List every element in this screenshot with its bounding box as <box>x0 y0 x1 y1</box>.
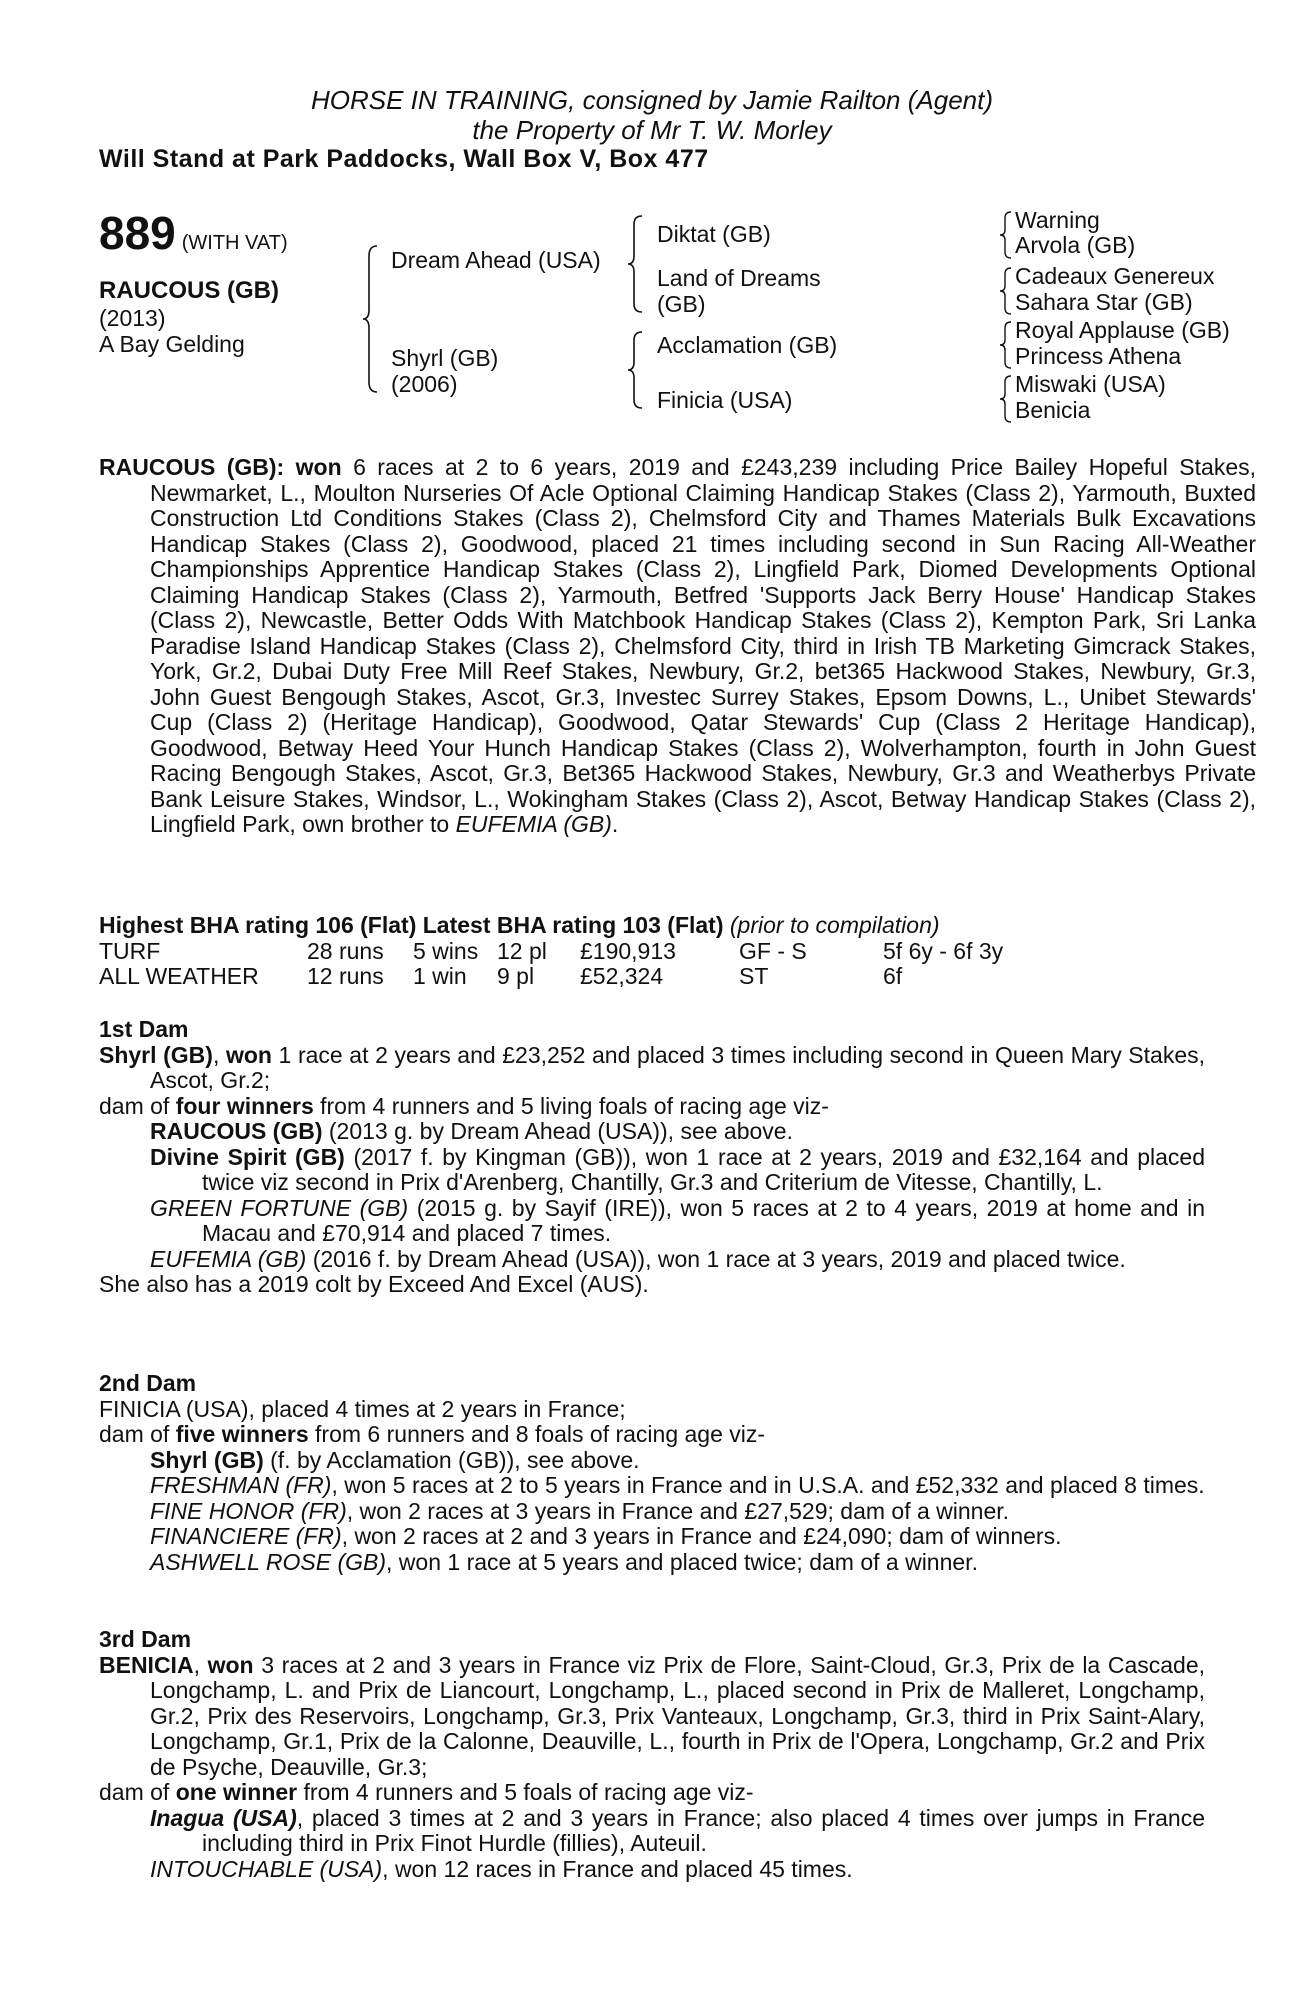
horse-year: (2013) <box>99 305 166 331</box>
ratings-note: (prior to compilation) <box>729 912 940 938</box>
consignor-line: HORSE IN TRAINING, consigned by Jamie Railton (Agent) <box>310 85 994 115</box>
pedigree-gen3-ssd: Arvola (GB) <box>1015 232 1136 258</box>
ratings-heading: Highest BHA rating 106 (Flat) Latest BHA rating 103 (Flat) (prior to compilation) <box>99 912 940 938</box>
pedigree-dam-sire: Acclamation (GB) <box>657 332 838 358</box>
vat-label: (WITH VAT) <box>181 232 288 254</box>
lot-block <box>99 207 288 357</box>
race-record-sibling: EUFEMIA (GB) <box>455 811 612 837</box>
pedigree-brace-gen3-2 <box>999 266 1013 316</box>
race-record-text: 6 races at 2 to 6 years, 2019 and £243,239 including Price Bailey Hopeful Stakes, Newmarket, L., Moulton Nurseries Of Acle Optional Claiming Handicap Stakes (Class 2), Yarmouth, Buxted Construction Ltd Conditions Stakes (Class 2), Chelmsford City and Thames Materials Bulk Excavations Handicap Stakes (Class 2), Goodwood, placed 21 times including second in Sun Racing All-Weather Championships Apprentice Handicap Stakes (Class 2), Lingfield Park, Diomed Developments Optional Claiming Handicap Stakes (Class 2), Yarmouth, Betfred 'Supports Jack Berry House' Handicap Stakes (Class 2), Newcastle, Better Odds With Matchbook Handicap Stakes (Class 2), Kempton Park, Sri Lanka Paradise Island Handicap Stakes (Class 2), Chelmsford City, third in Irish TB Marketing Gimcrack Stakes, York, Gr.2, Dubai Duty Free Mill Reef Stakes, Newbury, Gr.2, bet365 Hackwood Stakes, Newbury, Gr.3, John Guest Bengough Stakes, Ascot, Gr.3, Investec Surrey Stakes, Epsom Downs, L., Unibet Stewards' Cup (Class 2) (Heritage Handicap), Goodwood, Qatar Stewards' Cup (Class 2 Heritage Handicap), Goodwood, Betway Heed Your Hunch Handicap Stakes (Class 2), Wolverhampton, fourth in John Guest Racing Bengough Stakes, Ascot, Gr.3, Bet365 Hackwood Stakes, Newbury, Gr.3 and Weatherbys Private Bank Leisure Stakes, Windsor, L., Wokingham Stakes (Class 2), Ascot, Betway Handicap Stakes (Class 2), Lingfield Park, own brother to <box>150 454 1256 837</box>
second-dam-section <box>99 1371 1205 1575</box>
list-item: Shyrl (GB) (f. by Acclamation (GB)), see above. <box>150 1446 640 1473</box>
pedigree-gen3-dss: Royal Applause (GB) <box>1015 317 1230 343</box>
pedigree-gen3-sdd: Sahara Star (GB) <box>1015 289 1193 315</box>
second-dam-produce-summary: dam of five winners from 6 runners and 8 foals of racing age viz- <box>99 1421 766 1447</box>
pedigree-gen3-dds: Miswaki (USA) <box>1015 371 1166 397</box>
list-item: Divine Spirit (GB) (2017 f. by Kingman (GB)), won 1 race at 2 years, 2019 and £32,164 and placed twice viz second in Prix d'Arenberg, Chantilly, Gr.3 and Criterium de Vitesse, Chantilly, L. <box>150 1143 1205 1195</box>
pedigree-sire: Dream Ahead (USA) <box>391 247 601 273</box>
pedigree-sire-dam-suffix: (GB) <box>657 291 706 317</box>
race-record: RAUCOUS (GB): won 6 races at 2 to 6 years, 2019 and £243,239 including Price Bailey Hopeful Stakes, Newmarket, L., Moulton Nurseries Of Acle Optional Claiming Handicap Stakes (Class 2), Yarmouth, Buxted Construction Ltd Conditions Stakes (Class 2), Chelmsford City and Thames Materials Bulk Excavations Handicap Stakes (Class 2), Goodwood, placed 21 times including second in Sun Racing All-Weather Championships Apprentice Handicap Stakes (Class 2), Lingfield Park, Diomed Developments Optional Claiming Handicap Stakes (Class 2), Yarmouth, Betfred 'Supports Jack Berry House' Handicap Stakes (Class 2), Newcastle, Better Odds With Matchbook Handicap Stakes (Class 2), Kempton Park, Sri Lanka Paradise Island Handicap Stakes (Class 2), Chelmsford City, third in Irish TB Marketing Gimcrack Stakes, York, Gr.2, Dubai Duty Free Mill Reef Stakes, Newbury, Gr.2, bet365 Hackwood Stakes, Newbury, Gr.3, John Guest Bengough Stakes, Ascot, Gr.3, Investec Surrey Stakes, Epsom Downs, L., Unibet Stewards' Cup (Class 2) (Heritage Handicap), Goodwood, Qatar Stewards' Cup (Class 2 Heritage Handicap), Goodwood, Betway Heed Your Hunch Handicap Stakes (Class 2), Wolverhampton, fourth in John Guest Racing Bengough Stakes, Ascot, Gr.3, Bet365 Hackwood Stakes, Newbury, Gr.3 and Weatherbys Private Bank Leisure Stakes, Windsor, L., Wokingham Stakes (Class 2), Ascot, Betway Handicap Stakes (Class 2), Lingfield Park, own brother to EUFEMIA (GB). <box>99 454 1256 837</box>
race-record-horse: RAUCOUS (GB) <box>99 454 277 480</box>
list-item: RAUCOUS (GB) (2013 g. by Dream Ahead (USA)), see above. <box>150 1118 793 1144</box>
list-item: FINANCIERE (FR), won 2 races at 2 and 3 years in France and £24,090; dam of winners. <box>150 1523 1062 1549</box>
list-item: ASHWELL ROSE (GB), won 1 race at 5 years and placed twice; dam of a winner. <box>150 1548 978 1575</box>
pedigree-dam-year: (2006) <box>391 371 458 397</box>
pedigree-brace-main <box>361 244 381 394</box>
race-record-won: won <box>295 454 342 480</box>
pedigree-dam-dam: Finicia (USA) <box>657 387 793 413</box>
pedigree-gen3-sds: Cadeaux Genereux <box>1015 263 1215 289</box>
first-dam-section <box>99 1017 1205 1298</box>
third-dam-section <box>99 1627 1205 1882</box>
first-dam-produce-summary: dam of four winners from 4 runners and 5 living foals of racing age viz- <box>99 1092 829 1119</box>
list-item: Inagua (USA), placed 3 times at 2 and 3 years in France; also placed 4 times over jumps in France including third in Prix Finot Hurdle (fillies), Auteuil. <box>150 1804 1205 1856</box>
list-item: GREEN FORTUNE (GB) (2015 g. by Sayif (IRE)), won 5 races at 2 to 4 years, 2019 at home and in Macau and £70,914 and placed 7 times. <box>150 1194 1205 1246</box>
pedigree-gen3-sss: Warning <box>1015 207 1100 233</box>
pedigree-brace-gen3-3 <box>999 320 1013 370</box>
third-dam-produce-summary: dam of one winner from 4 runners and 5 foals of racing age viz- <box>99 1779 754 1805</box>
pedigree-brace-sire <box>626 214 646 314</box>
third-dam-heading: 3rd Dam <box>99 1626 192 1652</box>
list-item: EUFEMIA (GB) (2016 f. by Dream Ahead (USA)), won 1 race at 3 years, 2019 and placed twice. <box>150 1245 1126 1272</box>
second-dam-heading: 2nd Dam <box>99 1370 197 1396</box>
second-dam-record: FINICIA (USA), placed 4 times at 2 years in France; <box>99 1395 626 1422</box>
pedigree-gen3-dsd: Princess Athena <box>1015 343 1182 369</box>
horse-description: A Bay Gelding <box>99 331 245 357</box>
horse-name: RAUCOUS (GB) <box>99 277 279 304</box>
list-item: FRESHMAN (FR), won 5 races at 2 to 5 years in France and in U.S.A. and £52,332 and placed 8 times. <box>150 1472 1205 1498</box>
first-dam-also: She also has a 2019 colt by Exceed And Excel (AUS). <box>99 1271 649 1297</box>
pedigree-gen3-ddd: Benicia <box>1015 397 1091 423</box>
third-dam-record: BENICIA, won 3 races at 2 and 3 years in France viz Prix de Flore, Saint-Cloud, Gr.3, Prix de la Cascade, Longchamp, L. and Prix de Liancourt, Longchamp, L., placed second in Prix de Malleret, Longchamp, Gr.2, Prix des Reservoirs, Longchamp, Gr.3, Prix Vanteaux, Longchamp, Gr.3, third in Prix Saint-Alary, Longchamp, Gr.1, Prix de la Calonne, Deauville, L., fourth in Prix de l'Opera, Longchamp, Gr.2 and Prix de Psyche, Deauville, Gr.3; <box>99 1651 1205 1780</box>
pedigree-sire-dam: Land of Dreams <box>657 265 821 291</box>
pedigree-brace-gen3-4 <box>999 374 1013 424</box>
list-item: FINE HONOR (FR), won 2 races at 3 years in France and £27,529; dam of a winner. <box>150 1497 1010 1524</box>
pedigree-brace-dam <box>626 330 646 410</box>
pedigree-sire-sire: Diktat (GB) <box>657 221 771 247</box>
first-dam-record: Shyrl (GB), won 1 race at 2 years and £23,252 and placed 3 times including second in Queen Mary Stakes, Ascot, Gr.2; <box>99 1041 1206 1093</box>
stand-location: Will Stand at Park Paddocks, Wall Box V, Box 477 <box>99 145 709 173</box>
list-item: INTOUCHABLE (USA), won 12 races in France and placed 45 times. <box>150 1855 853 1882</box>
lot-number: 889 <box>99 207 176 259</box>
property-line: the Property of Mr T. W. Morley <box>472 115 832 145</box>
first-dam-heading: 1st Dam <box>99 1016 189 1042</box>
pedigree-dam: Shyrl (GB) <box>391 345 499 371</box>
pedigree-brace-gen3-1 <box>999 210 1013 260</box>
